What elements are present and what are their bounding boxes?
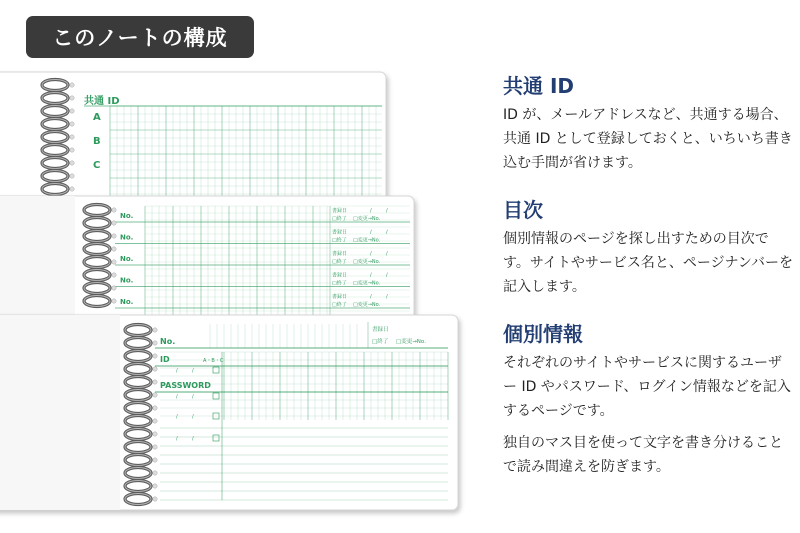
svg-text:/: / bbox=[370, 229, 372, 236]
svg-text:/: / bbox=[176, 436, 178, 442]
section-index bbox=[503, 194, 793, 299]
svg-text:/: / bbox=[192, 368, 194, 374]
svg-text:/: / bbox=[370, 294, 372, 300]
page-title: このノートの構成 bbox=[52, 26, 228, 50]
row-label-b: B bbox=[93, 136, 101, 147]
svg-text:/: / bbox=[370, 251, 372, 257]
section-heading: 共通 ID bbox=[503, 74, 575, 98]
section-heading: 目次 bbox=[503, 198, 543, 222]
svg-text:No.: No. bbox=[120, 255, 134, 263]
notebook-page-index bbox=[0, 196, 414, 330]
svg-text:No.: No. bbox=[120, 212, 134, 220]
record-date-label: 書録日 bbox=[372, 327, 389, 333]
svg-text:/: / bbox=[192, 436, 194, 442]
svg-text:□終了: □終了 bbox=[332, 280, 347, 287]
svg-text:書録日: 書録日 bbox=[332, 272, 348, 279]
done-checkbox-label: □終了 bbox=[372, 339, 389, 345]
svg-text:書録日: 書録日 bbox=[332, 294, 348, 300]
row-label-a: A bbox=[93, 112, 101, 123]
svg-text:□終了: □終了 bbox=[332, 302, 347, 308]
change-checkbox-label: □変更→No. bbox=[396, 339, 426, 345]
svg-text:□終了: □終了 bbox=[332, 216, 347, 222]
section-body-note: 独自のマス目を使って文字を書き分けることで読み間違えを防ぎます。 bbox=[503, 435, 783, 475]
svg-text:/: / bbox=[386, 251, 388, 257]
svg-text:□終了: □終了 bbox=[332, 237, 347, 244]
common-id-heading: 共通 ID bbox=[84, 96, 120, 107]
svg-text:/: / bbox=[176, 394, 178, 400]
svg-text:書録日: 書録日 bbox=[332, 208, 348, 214]
svg-text:/: / bbox=[176, 414, 178, 420]
row-label-c: C bbox=[93, 160, 101, 171]
svg-text:□変更→No.: □変更→No. bbox=[353, 237, 381, 244]
svg-text:/: / bbox=[192, 394, 194, 400]
id-label: ID bbox=[160, 355, 170, 364]
svg-text:/: / bbox=[386, 229, 388, 236]
svg-text:No.: No. bbox=[120, 276, 134, 285]
svg-text:/: / bbox=[370, 272, 372, 279]
svg-text:□変更→No.: □変更→No. bbox=[353, 259, 381, 265]
abc-label: A・B・C bbox=[203, 358, 224, 364]
section-common-id bbox=[503, 70, 793, 175]
svg-text:□変更→No.: □変更→No. bbox=[353, 280, 381, 287]
svg-text:書録日: 書録日 bbox=[332, 229, 348, 236]
section-body: ID が、メールアドレスなど、共通する場合、共通 ID として登録しておくと、いちいち書き込む手間が省けます。 bbox=[503, 107, 793, 171]
svg-text:/: / bbox=[176, 368, 178, 374]
section-details bbox=[503, 318, 793, 479]
svg-text:/: / bbox=[386, 272, 388, 279]
section-heading: 個別情報 bbox=[503, 322, 583, 346]
svg-text:□変更→No.: □変更→No. bbox=[353, 302, 381, 308]
password-label: PASSWORD bbox=[160, 381, 211, 390]
notebook-page-common-id bbox=[0, 72, 386, 202]
svg-text:□変更→No.: □変更→No. bbox=[353, 216, 381, 222]
svg-text:書録日: 書録日 bbox=[332, 251, 348, 257]
page-number-label: No. bbox=[160, 337, 176, 346]
section-body: それぞれのサイトやサービスに関するユーザー ID やパスワード、ログイン情報などを記入するページです。 bbox=[503, 355, 791, 419]
svg-text:No.: No. bbox=[120, 233, 134, 242]
notebook-page-details bbox=[0, 315, 458, 510]
svg-text:/: / bbox=[192, 414, 194, 420]
svg-text:/: / bbox=[386, 294, 388, 300]
svg-text:/: / bbox=[386, 208, 388, 214]
svg-text:No.: No. bbox=[120, 298, 134, 306]
section-body: 個別情報のページを探し出すための目次です。サイトやサービス名と、ページナンバーを記入します。 bbox=[503, 231, 793, 295]
svg-text:/: / bbox=[370, 208, 372, 214]
svg-text:□終了: □終了 bbox=[332, 259, 347, 265]
